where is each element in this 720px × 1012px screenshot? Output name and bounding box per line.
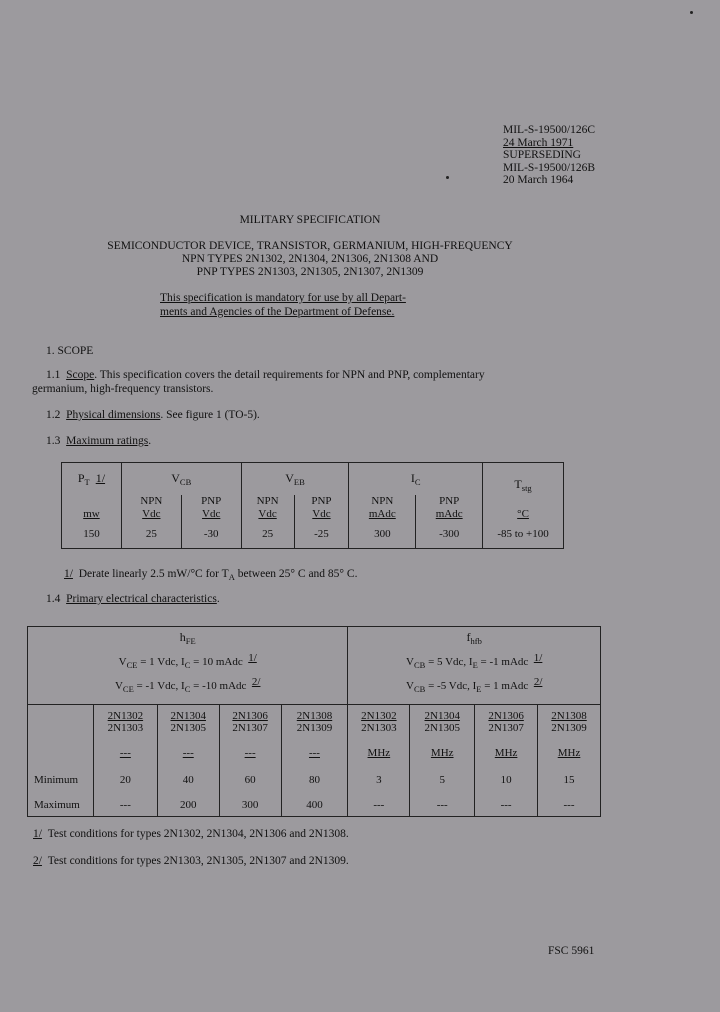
unit-cell: mAdc bbox=[416, 507, 483, 521]
value-cell: --- bbox=[348, 794, 410, 817]
fhfb-condition-1: $V_{CB} = 5$ Vdc, $I_E = -1$ mAdc bbox=[406, 656, 529, 670]
paragraph-title: Maximum ratings bbox=[66, 435, 149, 447]
paragraph-number: 1.2 bbox=[46, 409, 61, 421]
spec-title: MILITARY SPECIFICATION bbox=[239, 214, 381, 226]
paragraph-1-1-cont: germanium, high-frequency transistors. bbox=[32, 383, 214, 395]
paragraph-number: 1.3 bbox=[46, 435, 61, 447]
device-title-line3: PNP TYPES 2N1303, 2N1305, 2N1307, 2N1309 bbox=[196, 266, 424, 278]
types-row bbox=[28, 705, 601, 739]
device-title-line1: SEMICONDUCTOR DEVICE, TRANSISTOR, GERMANIUM, HIGH-FREQUENCY bbox=[107, 240, 513, 252]
maximum-row bbox=[28, 794, 601, 817]
units-row bbox=[28, 739, 601, 767]
footnote-number: 1/ bbox=[33, 828, 42, 840]
npn-label: NPN bbox=[349, 495, 416, 507]
speck-mark bbox=[446, 176, 449, 179]
minimum-label: Minimum bbox=[28, 767, 94, 794]
type-cell: 2N1306 2N1307 bbox=[475, 705, 538, 739]
paragraph-text: . bbox=[216, 593, 220, 605]
fsc-code: FSC 5961 bbox=[548, 945, 595, 957]
npn-label: NPN bbox=[241, 495, 294, 507]
type-cell: 2N1304 2N1305 bbox=[410, 705, 475, 739]
superseded-date: 20 March 1964 bbox=[503, 174, 574, 186]
document-header bbox=[503, 124, 595, 187]
footnote-1 bbox=[33, 828, 349, 840]
type-cell: 2N1308 2N1309 bbox=[538, 705, 601, 739]
footnote-number: 2/ bbox=[33, 855, 42, 867]
footnote-text: Test conditions for types 2N1302, 2N1304, 2N1306 and 2N1308. bbox=[47, 828, 349, 840]
value-cell: -30 bbox=[181, 521, 241, 549]
derate-note: 1/ Derate linearly 2.5 mW/°C for $T_A$ between 25° C and 85° C. bbox=[64, 568, 358, 582]
tstg-header: $T_{stg}$ bbox=[483, 463, 564, 507]
value-cell: 20 bbox=[93, 767, 157, 794]
doc-date: 24 March 1971 bbox=[503, 136, 574, 149]
value-cell: 5 bbox=[410, 767, 475, 794]
device-title-line2: NPN TYPES 2N1302, 2N1304, 2N1306, 2N1308 AND bbox=[181, 253, 439, 265]
unit-cell: --- bbox=[219, 739, 281, 767]
veb-header: $V_{EB}$ bbox=[241, 463, 349, 495]
superseding-label: SUPERSEDING bbox=[503, 149, 581, 161]
fhfb-header: $f_{hfb}$ $V_{CB} = 5$ Vdc, $I_E = -1$ mAdc 1/ $V_{CB} = -5$ Vdc, $I_E = 1$ mAdc 2/ bbox=[348, 627, 601, 705]
unit-cell: Vdc bbox=[181, 507, 241, 521]
value-cell: --- bbox=[93, 794, 157, 817]
value-cell: --- bbox=[410, 794, 475, 817]
pnp-label: PNP bbox=[416, 495, 483, 507]
mandatory-line1: This specification is mandatory for use by all Depart- bbox=[160, 292, 406, 304]
paragraph-number: 1.4 bbox=[46, 593, 61, 605]
unit-cell: MHz bbox=[538, 739, 601, 767]
value-cell: --- bbox=[538, 794, 601, 817]
type-cell: 2N1302 2N1303 bbox=[348, 705, 410, 739]
value-cell: 80 bbox=[281, 767, 348, 794]
hfe-condition-1: $V_{CE} = 1$ Vdc, $I_C = 10$ mAdc bbox=[118, 656, 243, 670]
unit-cell: --- bbox=[157, 739, 219, 767]
type-cell: 2N1306 2N1307 bbox=[219, 705, 281, 739]
mandatory-line2: ments and Agencies of the Department of Defense. bbox=[160, 306, 395, 318]
type-cell: 2N1308 2N1309 bbox=[281, 705, 348, 739]
section-heading-scope: 1. SCOPE bbox=[46, 345, 94, 357]
value-cell: 200 bbox=[157, 794, 219, 817]
value-cell: 300 bbox=[349, 521, 416, 549]
paragraph-1-4 bbox=[46, 593, 220, 605]
npn-label: NPN bbox=[121, 495, 181, 507]
value-cell: 15 bbox=[538, 767, 601, 794]
value-cell: 10 bbox=[475, 767, 538, 794]
unit-cell: --- bbox=[281, 739, 348, 767]
value-cell: 60 bbox=[219, 767, 281, 794]
paragraph-title: Primary electrical characteristics bbox=[66, 593, 217, 605]
unit-cell: mw bbox=[62, 507, 122, 521]
hfe-condition-2: $V_{CE} = -1$ Vdc, $I_C = -10$ mAdc bbox=[114, 680, 247, 694]
vcb-header: $V_{CB}$ bbox=[121, 463, 241, 495]
ratings-table bbox=[61, 462, 564, 549]
unit-cell: MHz bbox=[348, 739, 410, 767]
value-cell: -300 bbox=[416, 521, 483, 549]
unit-cell: --- bbox=[93, 739, 157, 767]
unit-cell: Vdc bbox=[121, 507, 181, 521]
value-cell: --- bbox=[475, 794, 538, 817]
value-cell: 400 bbox=[281, 794, 348, 817]
type-cell: 2N1302 2N1303 bbox=[93, 705, 157, 739]
paragraph-1-2 bbox=[46, 409, 260, 421]
footnote-text: Test conditions for types 2N1303, 2N1305, 2N1307 and 2N1309. bbox=[47, 855, 349, 867]
paragraph-number: 1.1 bbox=[46, 369, 61, 381]
doc-number: MIL-S-19500/126C bbox=[503, 124, 595, 136]
paragraph-text: . This specification covers the detail requirements for NPN and PNP, complementary bbox=[94, 369, 485, 381]
paragraph-1-3 bbox=[46, 435, 151, 447]
pnp-label: PNP bbox=[294, 495, 349, 507]
footnote-2 bbox=[33, 855, 349, 867]
paragraph-text: . bbox=[148, 435, 152, 447]
type-cell: 2N1304 2N1305 bbox=[157, 705, 219, 739]
value-cell: 25 bbox=[121, 521, 181, 549]
speck-mark bbox=[690, 11, 693, 14]
pnp-label: PNP bbox=[181, 495, 241, 507]
paragraph-text: . See figure 1 (TO-5). bbox=[160, 409, 260, 421]
value-cell: 150 bbox=[62, 521, 122, 549]
fhfb-condition-2: $V_{CB} = -5$ Vdc, $I_E = 1$ mAdc bbox=[406, 680, 529, 694]
paragraph-title: Physical dimensions bbox=[66, 409, 161, 421]
unit-cell: MHz bbox=[410, 739, 475, 767]
unit-cell: mAdc bbox=[349, 507, 416, 521]
value-cell: 300 bbox=[219, 794, 281, 817]
value-cell: -25 bbox=[294, 521, 349, 549]
minimum-row bbox=[28, 767, 601, 794]
pt-header: $P_T$ 1/ bbox=[62, 463, 122, 495]
paragraph-title: Scope bbox=[66, 369, 95, 381]
unit-cell: Vdc bbox=[294, 507, 349, 521]
unit-cell: MHz bbox=[475, 739, 538, 767]
electrical-table bbox=[27, 626, 601, 817]
maximum-label: Maximum bbox=[28, 794, 94, 817]
ic-header: $I_C$ bbox=[349, 463, 483, 495]
note-number: 1/ bbox=[64, 568, 73, 580]
unit-cell: °C bbox=[483, 507, 564, 521]
superseded-number: MIL-S-19500/126B bbox=[503, 161, 595, 174]
value-cell: 40 bbox=[157, 767, 219, 794]
paragraph-1-1 bbox=[46, 369, 485, 381]
unit-cell: Vdc bbox=[241, 507, 294, 521]
value-cell: -85 to +100 bbox=[483, 521, 564, 549]
value-cell: 3 bbox=[348, 767, 410, 794]
value-cell: 25 bbox=[241, 521, 294, 549]
hfe-header: $h_{FE}$ $V_{CE} = 1$ Vdc, $I_C = 10$ mAdc 1/ $V_{CE} = -1$ Vdc, $I_C = -10$ mAdc 2/ bbox=[28, 627, 348, 705]
